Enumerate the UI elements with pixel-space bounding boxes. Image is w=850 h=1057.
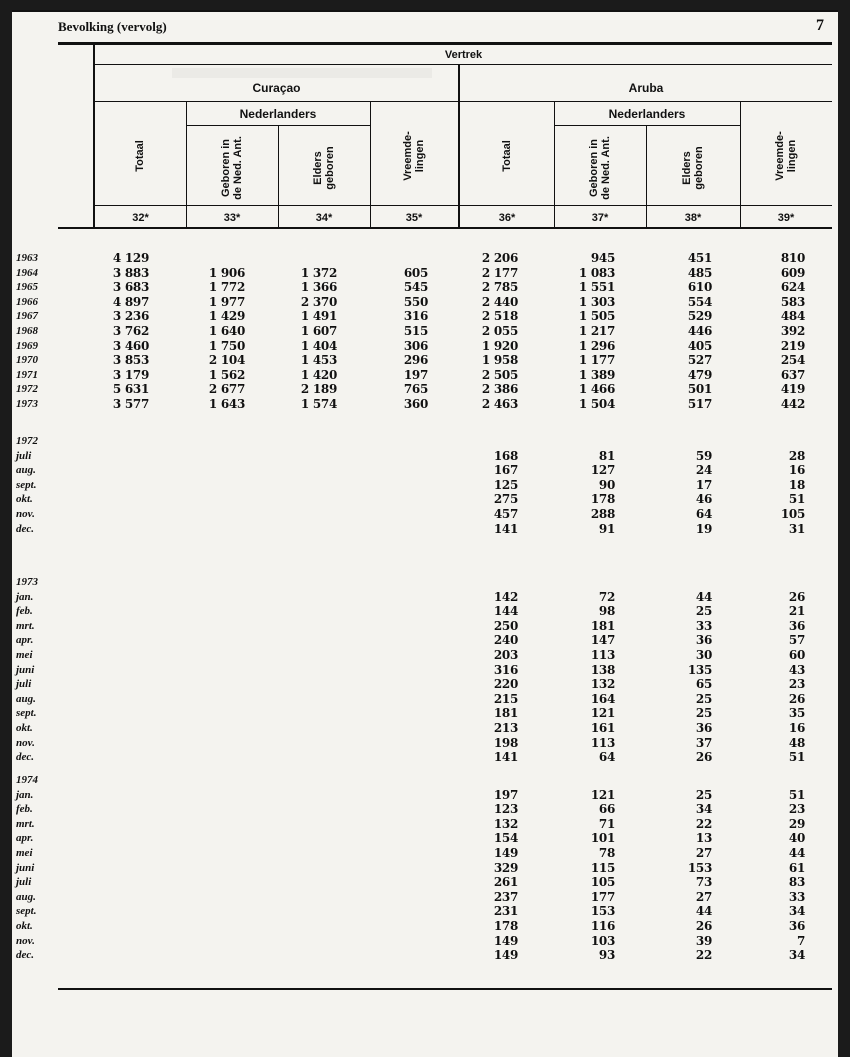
table-cell: 254 (780, 353, 805, 368)
table-cell: 1 453 (300, 353, 337, 368)
col-number-33: 33* (223, 212, 241, 224)
row-label: juni (16, 663, 35, 676)
table-cell: 1 607 (300, 324, 337, 338)
table-cell: 22 (695, 948, 712, 963)
table-cell: 1 420 (300, 367, 337, 382)
row-label: juli (16, 876, 32, 889)
table-cell: 240 (493, 633, 518, 648)
table-cell: 113 (590, 648, 615, 662)
table-cell: 59 (695, 448, 712, 463)
table-cell: 98 (598, 604, 615, 619)
table-cell: 121 (590, 787, 615, 802)
table-cell: 624 (780, 280, 805, 295)
row-label: juli (16, 678, 32, 691)
table-cell: 81 (598, 448, 615, 463)
table-cell: 2 785 (481, 280, 518, 295)
table-cell: 26 (695, 919, 712, 933)
row-label: feb. (16, 803, 33, 816)
row-label: 1964 (16, 266, 38, 279)
col-divider-7 (740, 101, 741, 229)
table-cell: 1 429 (208, 309, 245, 324)
row-label: mrt. (16, 817, 35, 830)
table-cell: 141 (493, 521, 518, 536)
table-cell: 1 366 (300, 280, 337, 295)
table-cell: 1 772 (208, 280, 245, 295)
row-label: apr. (16, 634, 34, 647)
table-cell: 132 (493, 816, 518, 831)
table-cell: 2 440 (481, 294, 518, 309)
bleed-through-shadow (172, 68, 432, 78)
col-divider-5 (554, 101, 555, 229)
row-label: 1965 (16, 281, 38, 294)
col-label-vreemdelingen-curacao: Vreemde-lingen (402, 131, 426, 181)
table-cell: 27 (695, 846, 712, 860)
row-label: 1970 (16, 354, 38, 367)
curacao-group-rule (95, 101, 458, 102)
table-cell: 1 217 (578, 324, 615, 338)
row-label: nov. (16, 508, 35, 520)
table-cell: 3 179 (112, 367, 149, 382)
table-cell: 177 (590, 889, 615, 904)
aruba-sub-rule (554, 125, 740, 126)
table-cell: 1 504 (578, 397, 615, 411)
table-cell: 51 (788, 787, 805, 802)
table-cell: 2 505 (481, 367, 518, 382)
table-cell: 23 (788, 677, 805, 692)
table-cell: 1 562 (208, 367, 245, 382)
row-label: jan. (16, 590, 34, 603)
table-cell: 527 (687, 353, 712, 368)
aruba-group-rule (460, 101, 832, 102)
table-cell: 78 (598, 846, 615, 860)
table-cell: 46 (695, 492, 712, 507)
table-cell: 125 (493, 477, 518, 492)
running-title: Bevolking (vervolg) (58, 19, 167, 34)
row-label: sept. (16, 707, 37, 720)
table-cell: 517 (687, 397, 712, 411)
table-cell: 1 466 (578, 382, 615, 397)
table-cell: 515 (403, 324, 428, 338)
table-cell: 1 177 (578, 353, 615, 368)
table-cell: 33 (788, 889, 805, 904)
row-label: mei (16, 649, 33, 661)
section-year-heading: 1974 (16, 774, 38, 786)
table-cell: 135 (687, 662, 712, 677)
table-cell: 288 (590, 507, 615, 521)
col-label-totaal-aruba: Totaal (501, 140, 513, 172)
col-number-34: 34* (315, 212, 333, 224)
table-cell: 27 (695, 889, 712, 904)
table-cell: 21 (788, 604, 805, 619)
table-cell: 446 (687, 324, 712, 338)
table-cell: 485 (687, 265, 712, 280)
table-cell: 178 (493, 919, 518, 933)
table-cell: 153 (687, 860, 712, 875)
table-cell: 127 (590, 463, 615, 478)
table-cell: 1 640 (208, 324, 245, 338)
col-divider-1 (186, 101, 187, 229)
table-cell: 34 (788, 948, 805, 963)
row-label: okt. (16, 493, 33, 506)
table-cell: 144 (493, 604, 518, 619)
col-label-geboren-curacao: Geboren in de Ned. Ant. (220, 136, 244, 200)
row-label: nov. (16, 934, 35, 947)
row-label: mei (16, 847, 33, 859)
table-cell: 2 518 (481, 309, 518, 324)
row-label: 1971 (16, 368, 38, 381)
table-cell: 40 (788, 831, 805, 846)
table-cell: 181 (493, 706, 518, 721)
table-cell: 44 (695, 904, 712, 919)
table-cell: 29 (788, 816, 805, 831)
col-number-38: 38* (684, 212, 702, 224)
table-cell: 73 (695, 875, 712, 890)
table-cell: 44 (695, 589, 712, 604)
table-cell: 3 853 (112, 353, 149, 368)
table-cell: 35 (788, 706, 805, 721)
table-cell: 93 (598, 948, 615, 963)
table-cell: 44 (788, 846, 805, 860)
table-cell: 141 (493, 750, 518, 765)
col-label-geboren-aruba: Geboren in de Ned. Ant. (588, 136, 612, 200)
row-label: 1967 (16, 310, 38, 323)
table-cell: 101 (590, 831, 615, 846)
table-cell: 71 (598, 816, 615, 831)
table-cell: 61 (788, 860, 805, 875)
table-cell: 167 (493, 463, 518, 478)
table-cell: 36 (788, 618, 805, 633)
table-cell: 316 (403, 309, 428, 324)
table-bottom-rule (58, 988, 832, 990)
table-cell: 154 (493, 831, 518, 846)
spanner-vertrek: Vertrek (444, 49, 483, 61)
row-label: aug. (16, 464, 36, 477)
col-number-39: 39* (777, 212, 795, 224)
table-cell: 1 643 (208, 397, 245, 411)
group-aruba: Aruba (628, 81, 664, 95)
row-label: dec. (16, 522, 35, 535)
col-label-vreemdelingen-aruba: Vreemde-lingen (774, 131, 798, 181)
table-cell: 296 (403, 353, 428, 368)
table-cell: 529 (687, 309, 712, 324)
table-cell: 18 (788, 477, 805, 492)
row-label: juli (16, 449, 32, 462)
table-cell: 392 (780, 324, 805, 338)
table-cell: 149 (493, 948, 518, 963)
table-cell: 34 (695, 802, 712, 817)
table-cell: 360 (403, 397, 428, 411)
table-cell: 36 (695, 633, 712, 648)
group-curacao: Curaçao (252, 81, 301, 95)
table-cell: 231 (493, 904, 518, 919)
table-cell: 220 (493, 677, 518, 692)
table-cell: 25 (695, 706, 712, 721)
table-cell: 149 (493, 933, 518, 948)
table-cell: 583 (780, 294, 805, 309)
table-cell: 113 (590, 735, 615, 750)
table-cell: 1 389 (578, 367, 615, 382)
col-label-elders-curacao: Elders geboren (312, 146, 336, 190)
table-cell: 306 (403, 338, 428, 353)
table-cell: 213 (493, 721, 518, 735)
page-number: 7 (816, 17, 824, 34)
row-label: sept. (16, 905, 37, 918)
aruba-nederlanders: Nederlanders (608, 107, 686, 121)
table-cell: 39 (695, 933, 712, 948)
row-label: sept. (16, 478, 37, 491)
col-divider-3 (370, 101, 371, 229)
table-cell: 22 (695, 816, 712, 831)
table-cell: 132 (590, 677, 615, 692)
table-cell: 2 463 (481, 397, 518, 411)
table-cell: 1 404 (300, 338, 337, 353)
row-label: 1972 (16, 383, 38, 396)
table-cell: 66 (598, 802, 615, 817)
table-cell: 2 677 (208, 382, 245, 397)
table-cell: 419 (780, 382, 805, 397)
row-label: 1973 (16, 398, 38, 410)
table-cell: 2 386 (481, 382, 518, 397)
table-cell: 316 (493, 662, 518, 677)
table-cell: 37 (695, 735, 712, 750)
table-cell: 442 (780, 397, 805, 411)
table-cell: 609 (780, 265, 805, 280)
row-label: 1966 (16, 295, 38, 308)
table-cell: 25 (695, 787, 712, 802)
table-cell: 203 (493, 648, 518, 662)
table-cell: 36 (695, 721, 712, 735)
table-cell: 198 (493, 735, 518, 750)
table-cell: 261 (493, 875, 518, 890)
table-cell: 3 762 (112, 324, 149, 338)
table-cell: 51 (788, 492, 805, 507)
table-cell: 181 (590, 618, 615, 633)
col-label-elders-aruba: Elders geboren (681, 146, 705, 190)
table-cell: 142 (493, 589, 518, 604)
table-cell: 3 883 (112, 265, 149, 280)
table-cell: 605 (403, 265, 428, 280)
table-cell: 121 (590, 706, 615, 721)
table-cell: 4 897 (112, 294, 149, 309)
table-cell: 161 (590, 721, 615, 735)
table-cell: 550 (403, 294, 428, 309)
table-cell: 23 (788, 802, 805, 817)
table-cell: 275 (493, 492, 518, 507)
row-label: aug. (16, 890, 36, 903)
table-cell: 405 (687, 338, 712, 353)
table-cell: 810 (780, 251, 805, 265)
table-cell: 51 (788, 750, 805, 765)
table-cell: 147 (590, 633, 615, 648)
col-number-36: 36* (498, 212, 516, 224)
table-cell: 250 (493, 618, 518, 633)
row-label: apr. (16, 832, 34, 845)
row-label: okt. (16, 920, 33, 932)
table-cell: 26 (695, 750, 712, 765)
table-cell: 1 296 (578, 338, 615, 353)
table-cell: 64 (598, 750, 615, 765)
table-cell: 4 129 (112, 251, 149, 265)
stub-separator (93, 45, 95, 229)
row-label: 1963 (16, 252, 38, 264)
table-cell: 26 (788, 691, 805, 706)
table-cell: 105 (780, 507, 805, 521)
table-cell: 83 (788, 875, 805, 890)
table-cell: 457 (493, 507, 518, 521)
column-number-rule (95, 205, 832, 206)
row-label: dec. (16, 751, 35, 764)
table-cell: 3 683 (112, 280, 149, 295)
table-cell: 5 631 (112, 382, 149, 397)
table-cell: 19 (695, 521, 712, 536)
row-label: 1968 (16, 325, 38, 337)
table-cell: 60 (788, 648, 805, 662)
table-cell: 17 (695, 477, 712, 492)
table-top-rule (58, 42, 832, 45)
col-number-37: 37* (591, 212, 609, 224)
table-cell: 13 (695, 831, 712, 846)
curacao-nederlanders: Nederlanders (239, 107, 317, 121)
section-year-heading: 1973 (16, 576, 38, 588)
spanner-rule (95, 64, 832, 65)
table-cell: 115 (590, 860, 615, 875)
table-cell: 451 (687, 251, 712, 265)
table-cell: 2 370 (300, 294, 337, 309)
table-cell: 24 (695, 463, 712, 478)
table-cell: 2 104 (208, 353, 245, 368)
table-cell: 153 (590, 904, 615, 919)
table-cell: 1 906 (208, 265, 245, 280)
table-cell: 2 206 (481, 251, 518, 265)
table-cell: 91 (598, 521, 615, 536)
table-cell: 3 460 (112, 338, 149, 353)
table-cell: 765 (403, 382, 428, 397)
row-label: dec. (16, 949, 35, 962)
table-cell: 168 (493, 448, 518, 463)
table-cell: 43 (788, 662, 805, 677)
row-label: mrt. (16, 619, 35, 632)
table-cell: 1 750 (208, 338, 245, 353)
row-label: 1969 (16, 339, 38, 352)
table-cell: 1 303 (578, 294, 615, 309)
table-cell: 545 (403, 280, 428, 295)
table-cell: 197 (493, 787, 518, 802)
table-cell: 945 (590, 251, 615, 265)
table-cell: 16 (788, 721, 805, 735)
section-year-heading: 1972 (16, 435, 38, 447)
table-cell: 72 (598, 589, 615, 604)
table-cell: 3 577 (112, 397, 149, 411)
table-cell: 197 (403, 367, 428, 382)
table-cell: 219 (780, 338, 805, 353)
table-cell: 1 920 (481, 338, 518, 353)
table-cell: 2 189 (300, 382, 337, 397)
table-cell: 2 055 (481, 324, 518, 338)
col-number-32: 32* (132, 212, 149, 224)
table-cell: 1 491 (300, 309, 337, 324)
col-label-totaal-curacao: Totaal (134, 140, 146, 172)
table-cell: 1 083 (578, 265, 615, 280)
table-cell: 484 (780, 309, 805, 324)
table-cell: 30 (695, 648, 712, 662)
table-cell: 2 177 (481, 265, 518, 280)
table-cell: 1 958 (481, 353, 518, 368)
col-number-35: 35* (405, 212, 423, 224)
table-cell: 237 (493, 889, 518, 904)
table-cell: 65 (695, 677, 712, 692)
table-cell: 25 (695, 691, 712, 706)
table-cell: 123 (493, 802, 518, 817)
table-cell: 329 (493, 860, 518, 875)
table-cell: 90 (598, 477, 615, 492)
row-label: nov. (16, 736, 35, 749)
row-label: juni (16, 861, 35, 874)
header-bottom-rule (58, 227, 832, 229)
table-cell: 501 (687, 382, 712, 397)
table-cell: 116 (590, 919, 615, 933)
table-cell: 164 (590, 691, 615, 706)
table-cell: 637 (780, 367, 805, 382)
table-cell: 33 (695, 618, 712, 633)
table-cell: 215 (493, 691, 518, 706)
table-cell: 48 (788, 735, 805, 750)
table-cell: 16 (788, 463, 805, 478)
table-cell: 25 (695, 604, 712, 619)
table-cell: 34 (788, 904, 805, 919)
scanned-page (12, 10, 838, 1057)
table-cell: 1 372 (300, 265, 337, 280)
table-cell: 57 (788, 633, 805, 648)
row-label: okt. (16, 722, 33, 734)
table-cell: 1 551 (578, 280, 615, 295)
table-cell: 149 (493, 846, 518, 860)
table-cell: 1 977 (208, 294, 245, 309)
table-cell: 64 (695, 507, 712, 521)
table-cell: 103 (590, 933, 615, 948)
row-label: feb. (16, 605, 33, 618)
table-cell: 3 236 (112, 309, 149, 324)
table-cell: 479 (687, 367, 712, 382)
row-label: aug. (16, 692, 36, 705)
table-cell: 26 (788, 589, 805, 604)
table-cell: 138 (590, 662, 615, 677)
table-cell: 554 (687, 294, 712, 309)
table-cell: 1 505 (578, 309, 615, 324)
top-edge-rule (12, 10, 838, 12)
table-cell: 1 574 (300, 397, 337, 411)
table-cell: 36 (788, 919, 805, 933)
table-cell: 105 (590, 875, 615, 890)
row-label: jan. (16, 788, 34, 801)
table-cell: 178 (590, 492, 615, 507)
table-cell: 610 (687, 280, 712, 295)
table-cell: 31 (788, 521, 805, 536)
table-cell: 28 (788, 448, 805, 463)
table-cell: 7 (796, 933, 805, 948)
